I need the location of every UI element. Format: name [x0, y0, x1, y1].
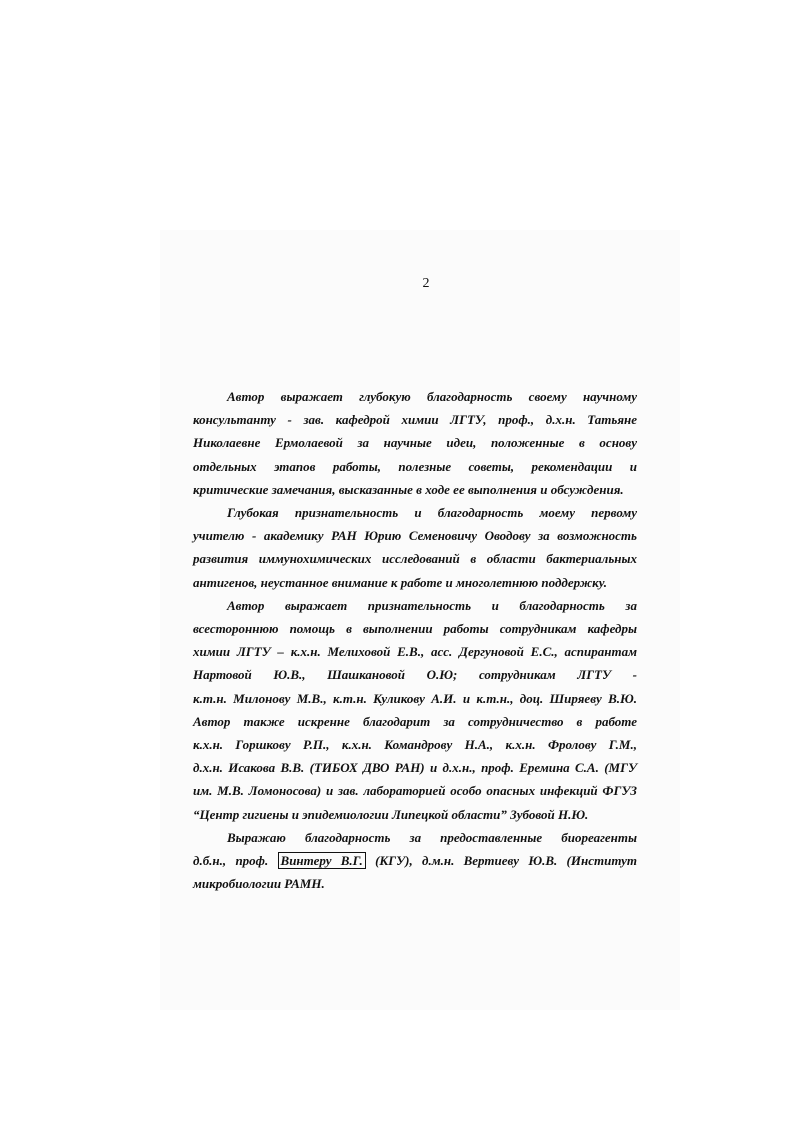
- text-line: Глубокая признательность и благодарность моему первому: [227, 505, 637, 521]
- text-line: к.х.н. Горшкову Р.П., к.х.н. Командрову Н.А., к.х.н. Фролову Г.М.,: [193, 737, 637, 753]
- text-line: учителю - академику РАН Юрию Семеновичу Оводову за возможность: [193, 528, 637, 544]
- text-line: отдельных этапов работы, полезные советы, рекомендации и: [193, 458, 637, 474]
- text-fragment: д.б.н., проф.: [193, 853, 269, 869]
- paragraph-2: [193, 501, 637, 594]
- text-line: развития иммунохимических исследований в области бактериальных: [193, 551, 637, 567]
- text-line: Автор выражает глубокую благодарность своему научному: [227, 389, 637, 404]
- acknowledgements-text: [193, 385, 637, 895]
- text-line: всестороннюю помощь в выполнении работы сотрудникам кафедры: [193, 621, 637, 637]
- text-line: критические замечания, высказанные в ходе ее выполнения и обсуждения.: [193, 481, 624, 497]
- text-line: консультанту - зав. кафедрой химии ЛГТУ, проф., д.х.н. Татьяне: [193, 412, 637, 428]
- text-fragment: (КГУ), д.м.н. Вертиеву Ю.В. (Институт: [375, 853, 637, 869]
- text-line: д.х.н. Исакова В.В. (ТИБОХ ДВО РАН) и д.х.н., проф. Еремина С.А. (МГУ: [193, 760, 637, 776]
- text-line: химии ЛГТУ – к.х.н. Мелиховой Е.В., асс. Дергуновой Е.С., аспирантам: [193, 644, 637, 660]
- text-line-with-box: [193, 849, 637, 872]
- page-number: 2: [422, 276, 430, 291]
- text-line: Автор также искренне благодарит за сотрудничество в работе: [193, 713, 637, 729]
- text-line: микробиологии РАМН.: [193, 876, 325, 892]
- boxed-name: Винтеру В.Г.: [278, 852, 366, 869]
- text-line: Автор выражает признательность и благодарность за: [227, 597, 637, 613]
- text-line: Николаевне Ермолаевой за научные идеи, положенные в основу: [193, 435, 637, 451]
- text-line: Нартовой Ю.В., Шашкановой О.Ю; сотрудникам ЛГТУ -: [193, 667, 637, 683]
- text-line: “Центр гигиены и эпидемиологии Липецкой области” Зубовой Н.Ю.: [193, 806, 589, 822]
- text-line: к.т.н. Милонову М.В., к.т.н. Куликову А.И. и к.т.н., доц. Ширяеву В.Ю.: [193, 690, 637, 706]
- text-line: им. М.В. Ломоносова) и зав. лабораторией особо опасных инфекций ФГУЗ: [193, 783, 637, 799]
- text-line: Выражаю благодарность за предоставленные биореагенты: [227, 829, 637, 845]
- paragraph-3: [193, 594, 637, 826]
- text-line: антигенов, неустанное внимание к работе и многолетнюю поддержку.: [193, 574, 607, 590]
- paragraph-4: [193, 826, 637, 896]
- paragraph-1: [193, 385, 637, 501]
